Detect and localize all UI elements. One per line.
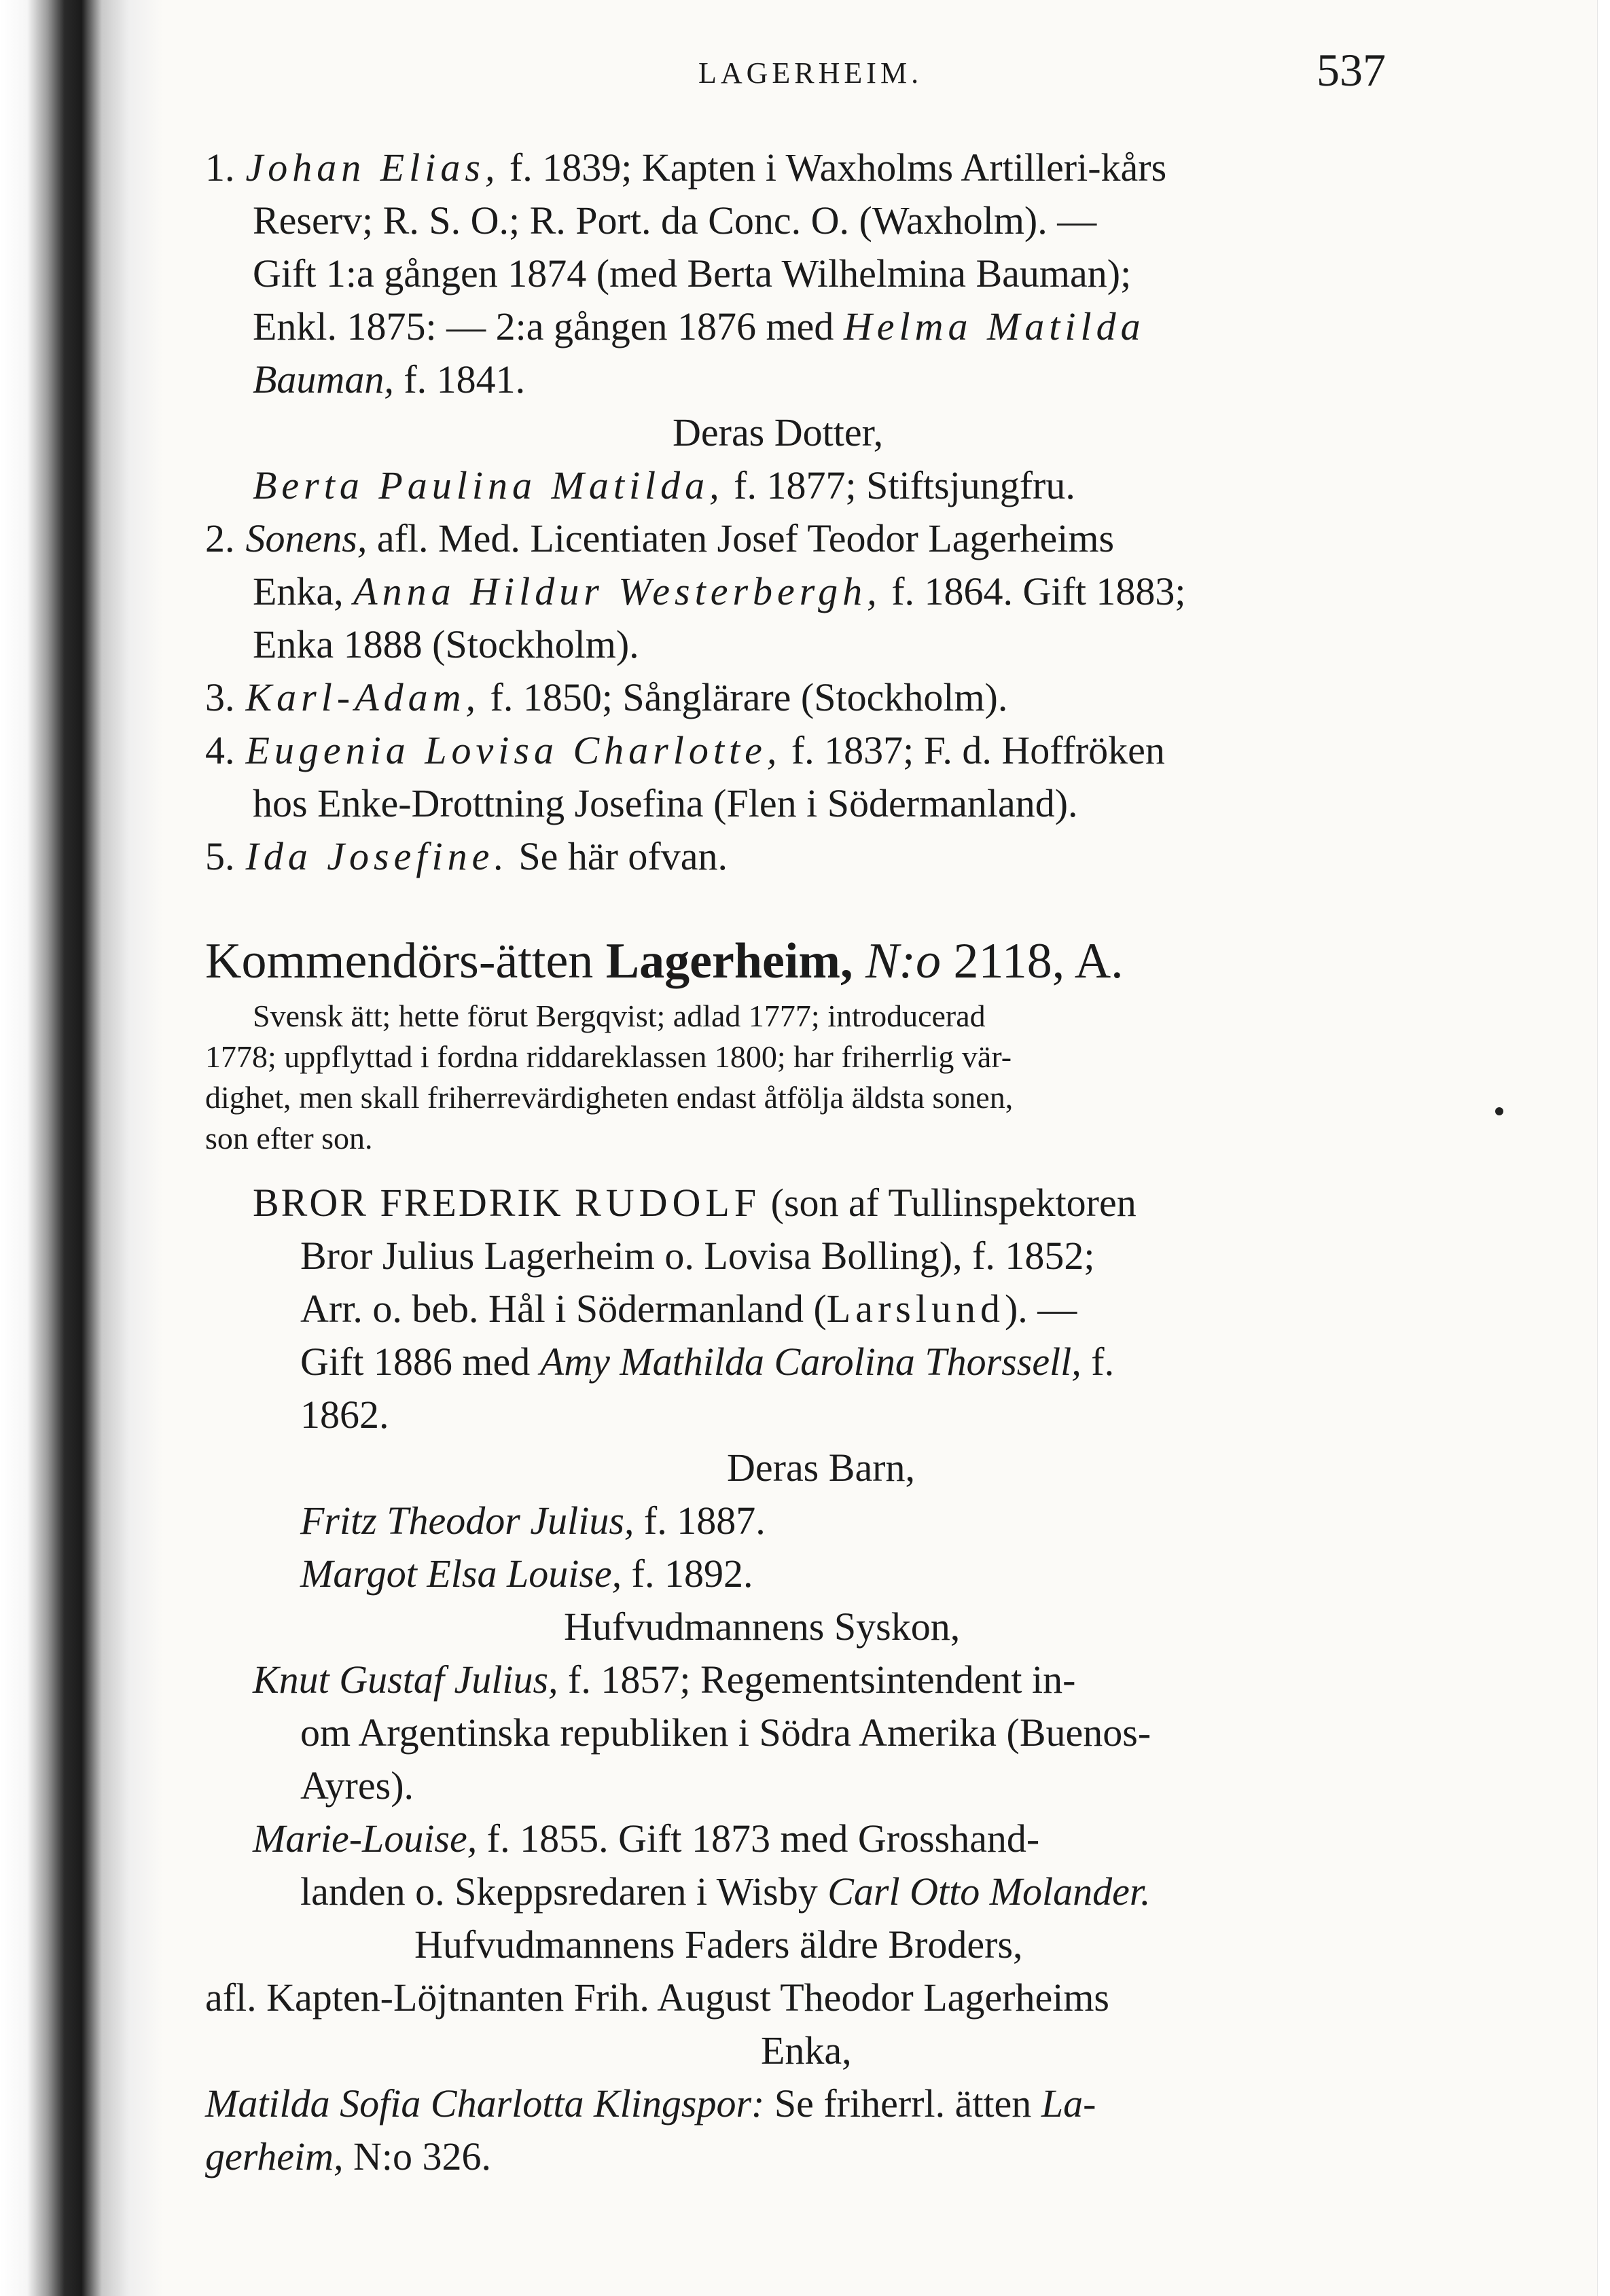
text-line: landen o. Skeppsredaren i Wisby Carl Otto Molander. xyxy=(300,1869,1151,1914)
text-line: Enkl. 1875: — 2:a gången 1876 med Helma Matilda xyxy=(253,304,1145,348)
intro-line: 1778; uppflyttad i fordna riddareklassen 1800; har friherrlig vär- xyxy=(205,1039,1012,1074)
text-line: 3. Karl-Adam, f. 1850; Sånglärare (Stockholm). xyxy=(205,675,1008,719)
text-line: Enka, Anna Hildur Westerbergh, f. 1864. Gift 1883; xyxy=(253,569,1186,613)
text-line: Marie-Louise, f. 1855. Gift 1873 med Grosshand- xyxy=(253,1816,1040,1861)
text-line: Bror Julius Lagerheim o. Lovisa Bolling), f. 1852; xyxy=(300,1234,1095,1278)
text-line: hos Enke-Drottning Josefina (Flen i Södermanland). xyxy=(253,781,1078,825)
page-edge xyxy=(1597,0,1610,2296)
subheading: Hufvudmannens Faders äldre Broders, xyxy=(414,1922,1023,1967)
book-spine-shadow xyxy=(0,0,163,2296)
text-line: 5. Ida Josefine. Se här ofvan. xyxy=(205,834,728,878)
subheading: Hufvudmannens Syskon, xyxy=(564,1604,961,1649)
stray-dot xyxy=(1495,1107,1503,1115)
text-line: Gift 1886 med Amy Mathilda Carolina Thorssell, f. xyxy=(300,1340,1115,1384)
text-line: gerheim, N:o 326. xyxy=(205,2134,492,2178)
section-heading: Kommendörs-ätten Lagerheim, N:o 2118, A. xyxy=(205,933,1124,989)
text-line: Bauman, f. 1841. xyxy=(253,357,526,401)
text-line: BROR FREDRIK RUDOLF (son af Tullinspektoren xyxy=(253,1181,1137,1225)
subheading: Deras Barn, xyxy=(727,1446,916,1490)
text-line: Margot Elsa Louise, f. 1892. xyxy=(300,1551,753,1596)
subheading: Deras Dotter, xyxy=(673,410,884,454)
text-line: 1. Johan Elias, f. 1839; Kapten i Waxholms Artilleri-kårs xyxy=(205,145,1167,190)
text-line: om Argentinska republiken i Södra Amerika (Buenos- xyxy=(300,1710,1151,1755)
text-line: Enka 1888 (Stockholm). xyxy=(253,622,639,666)
text-line: 1862. xyxy=(300,1393,389,1437)
subheading: Enka, xyxy=(761,2028,852,2073)
text-line: Reserv; R. S. O.; R. Port. da Conc. O. (Waxholm). — xyxy=(253,198,1097,243)
intro-line: dighet, men skall friherrevärdigheten endast åtfölja äldsta sonen, xyxy=(205,1080,1014,1115)
text-line: Fritz Theodor Julius, f. 1887. xyxy=(300,1499,766,1543)
text-line: Matilda Sofia Charlotta Klingspor: Se friherrl. ätten La- xyxy=(205,2081,1096,2125)
text-line: 4. Eugenia Lovisa Charlotte, f. 1837; F. d. Hoffröken xyxy=(205,728,1165,772)
text-line: 2. Sonens, afl. Med. Licentiaten Josef Teodor Lagerheims xyxy=(205,516,1115,560)
text-line: afl. Kapten-Löjtnanten Frih. August Theodor Lagerheims xyxy=(205,1975,1109,2020)
intro-line: Svensk ätt; hette förut Bergqvist; adlad 1777; introducerad xyxy=(253,999,986,1033)
page-number: 537 xyxy=(1317,44,1386,96)
running-header: LAGERHEIM. xyxy=(698,56,923,90)
text-line: Ayres). xyxy=(300,1763,414,1808)
text-line: Gift 1:a gången 1874 (med Berta Wilhelmina Bauman); xyxy=(253,251,1132,295)
intro-line: son efter son. xyxy=(205,1121,373,1155)
text-line: Arr. o. beb. Hål i Södermanland ( Larslund ). — xyxy=(300,1287,1077,1331)
text-line: Berta Paulina Matilda, f. 1877; Stiftsjungfru. xyxy=(253,463,1075,507)
text-line: Knut Gustaf Julius, f. 1857; Regementsintendent in- xyxy=(253,1657,1076,1702)
